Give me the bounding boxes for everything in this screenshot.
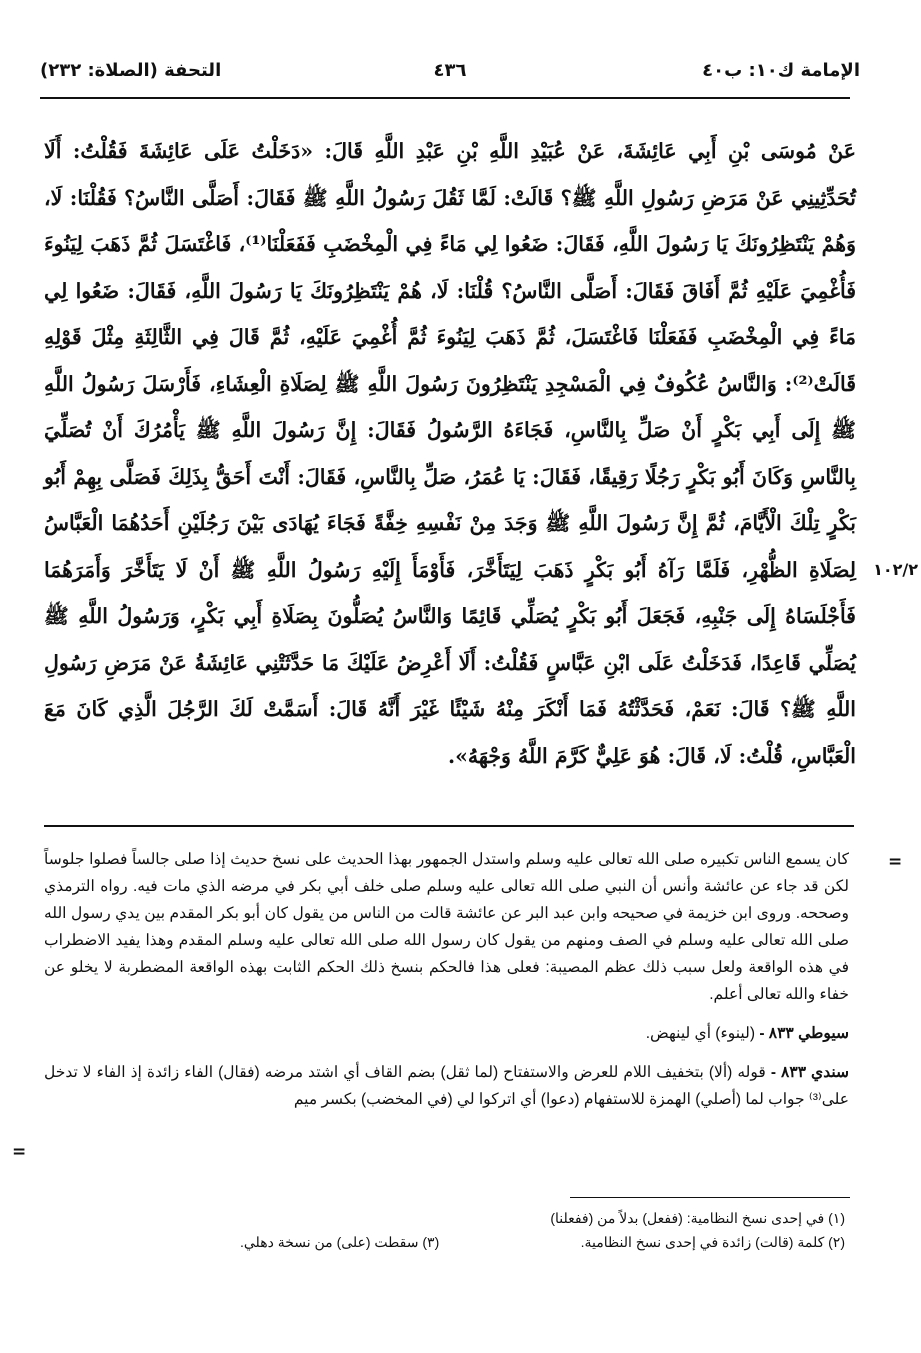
hadith-text xyxy=(44,128,856,779)
margin-hadith-number: ١٠٢/٢ xyxy=(873,560,918,579)
commentary-section xyxy=(44,846,849,1113)
hadith-paragraph: عَنْ مُوسَى بْنِ أَبِي عَائِشَةَ، عَنْ عُبَيْدِ اللَّهِ بْنِ عَبْدِ اللَّهِ قَالَ: «دَخَلْتُ عَلَى عَائِشَةَ فَقُلْتُ: أَلَا تُحَدِّثِينِي عَنْ مَرَضِ رَسُولِ اللَّهِ ﷺ؟ قَالَتْ: لَمَّا ثَقُلَ رَسُولُ اللَّهِ ﷺ فَقَالَ: أَصَلَّى النَّاسُ؟ فَقُلْنَا: لَا، وَهُمْ يَنْتَظِرُونَكَ يَا رَسُولَ اللَّهِ، فَقَالَ: ضَعُوا لِي مَاءً فِي الْمِخْضَبِ فَفَعَلْنَا⁽¹⁾، فَاغْتَسَلَ ثُمَّ ذَهَبَ لِيَنُوءَ فَأُغْمِيَ عَلَيْهِ ثُمَّ أَفَاقَ فَقَالَ: أَصَلَّى النَّاسُ؟ قُلْنَا: لَا، هُمْ يَنْتَظِرُونَكَ يَا رَسُولَ اللَّهِ، فَقَالَ: ضَعُوا لِي مَاءً فِي الْمِخْضَبِ فَفَعَلْنَا فَاغْتَسَلَ، ثُمَّ ذَهَبَ لِيَنُوءَ ثُمَّ أُغْمِيَ عَلَيْهِ، ثُمَّ قَالَ فِي الثَّالِثَةِ مِثْلَ قَوْلِهِ قَالَتْ⁽²⁾: وَالنَّاسُ عُكُوفٌ فِي الْمَسْجِدِ يَنْتَظِرُونَ رَسُولَ اللَّهِ ﷺ لِصَلَاةِ الْعِشَاءِ، فَأَرْسَلَ رَسُولُ اللَّهِ ﷺ إِلَى أَبِي بَكْرٍ أَنْ صَلِّ بِالنَّاسِ، فَجَاءَهُ الرَّسُولُ فَقَالَ: إِنَّ رَسُولَ اللَّهِ ﷺ يَأْمُرُكَ أَنْ تُصَلِّيَ بِالنَّاسِ وَكَانَ أَبُو بَكْرٍ رَجُلًا رَقِيقًا، فَقَالَ: يَا عُمَرُ، صَلِّ بِالنَّاسِ، فَقَالَ: أَنْتَ أَحَقُّ بِذَلِكَ فَصَلَّى بِهِمْ أَبُو بَكْرٍ تِلْكَ الْأَيَّامَ، ثُمَّ إِنَّ رَسُولَ اللَّهِ ﷺ وَجَدَ مِنْ نَفْسِهِ خِفَّةً فَجَاءَ يُهَادَى بَيْنَ رَجُلَيْنِ أَحَدُهُمَا الْعَبَّاسُ لِصَلَاةِ الظُّهْرِ، فَلَمَّا رَآهُ أَبُو بَكْرٍ ذَهَبَ لِيَتَأَخَّرَ، فَأَوْمَأَ إِلَيْهِ رَسُولُ اللَّهِ ﷺ أَنْ لَا يَتَأَخَّرَ وَأَمَرَهُمَا فَأَجْلَسَاهُ إِلَى جَنْبِهِ، فَجَعَلَ أَبُو بَكْرٍ يُصَلِّي قَائِمًا وَالنَّاسُ يُصَلُّونَ بِصَلَاةِ أَبِي بَكْرٍ، وَرَسُولُ اللَّهِ ﷺ يُصَلِّي قَاعِدًا، فَدَخَلْتُ عَلَى ابْنِ عَبَّاسٍ فَقُلْتُ: أَلَا أَعْرِضُ عَلَيْكَ مَا حَدَّثَتْنِي عَائِشَةُ عَنْ مَرَضِ رَسُولِ اللَّهِ ﷺ؟ قَالَ: نَعَمْ، فَحَدَّثْتُهُ فَمَا أَنْكَرَ مِنْهُ شَيْئًا غَيْرَ أَنَّهُ قَالَ: أَسَمَّتْ لَكَ الرَّجُلَ الَّذِي كَانَ مَعَ الْعَبَّاسِ، قُلْتُ: لَا، قَالَ: هُوَ عَلِيٌّ كَرَّمَ اللَّهُ وَجْهَهُ». xyxy=(44,139,856,768)
commentary-note: كان يسمع الناس تكبيره صلى الله تعالى عليه وسلم واستدل الجمهور بهذا الحديث على نسخ حديث إذا صلى جالساً فصلوا جلوساً لكن قد جاء عن عائشة وأنس أن النبي صلى الله تعالى عليه وسلم صلى خلف أبي بكر في مرضه الذي مات فيه. رواه الترمذي وصححه. وروى ابن خزيمة في صحيحه وابن عبد البر عن عائشة قالت من الناس من يقول كان أبو بكر المقدم بين يدي رسول الله صلى الله تعالى عليه وسلم في الصف ومنهم من يقول كان رسول الله صلى الله تعالى عليه وسلم المقدم وهذا يفيد الاضطراب في هذه الواقعة ولعل سبب ذلك عظم المصيبة: فعلى هذا فالحكم بنسخ ذلك الحكم الثابت بهذه الواقعة المضطربة لا يخلو عن خفاء والله تعالى أعلم. xyxy=(44,851,849,1003)
continues-marker: = xyxy=(12,1142,27,1162)
header-tuhfa-reference: التحفة (الصلاة: ٢٣٢) xyxy=(40,60,222,81)
page-header xyxy=(40,60,860,90)
continuation-marker: = xyxy=(888,852,903,872)
footnote-row xyxy=(40,1230,845,1254)
commentary-separator xyxy=(44,825,854,827)
page-number: ٤٣٦ xyxy=(433,60,467,81)
footnote-2: (٢) كلمة (قالت) زائدة في إحدى نسخ النظامية. xyxy=(580,1234,845,1250)
footnote-rule xyxy=(570,1197,850,1198)
sindi-text: قوله (ألا) بتخفيف اللام للعرض والاستفتاح (لما ثقل) بضم القاف أي اشتد مرضه (فقال) الفاء زائدة إذ الفاء لا تدخل على⁽³⁾ جواب لما (أصلي) الهمزة للاستفهام (دعوا) أي اتركوا لي (في المخضب) بكسر ميم xyxy=(44,1064,849,1108)
suyuti-note xyxy=(44,1020,849,1047)
sindi-lead: سندي ٨٣٣ - xyxy=(770,1064,849,1081)
footnote-3: (٣) سقطت (على) من نسخة دهلي. xyxy=(240,1234,440,1250)
suyuti-text: (لينوء) أي لينهض. xyxy=(645,1025,755,1042)
suyuti-lead: سيوطي ٨٣٣ - xyxy=(759,1025,849,1042)
header-chapter-reference: الإمامة ك١٠: ب٤٠ xyxy=(702,60,860,81)
footnotes xyxy=(40,1206,845,1254)
footnote-1: (١) في إحدى نسخ النظامية: (ففعل) بدلاً من (ففعلنا) xyxy=(550,1210,845,1226)
sindi-note xyxy=(44,1059,849,1113)
header-rule xyxy=(40,97,850,99)
footnote-row xyxy=(40,1206,845,1230)
